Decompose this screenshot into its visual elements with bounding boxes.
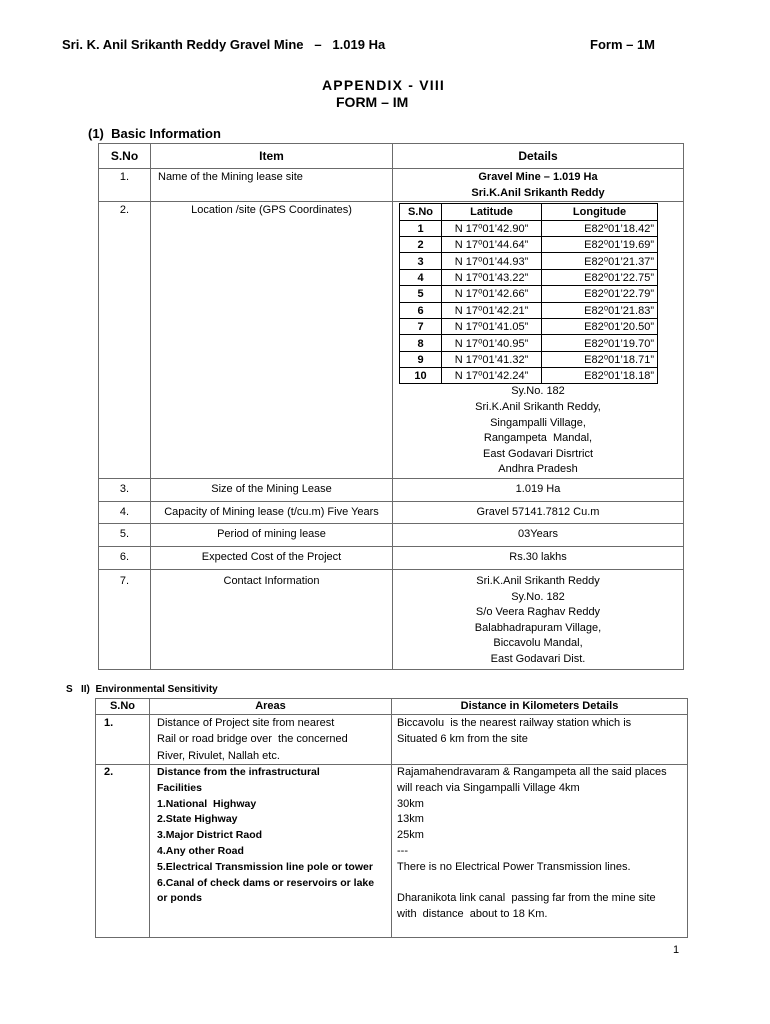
distance-line: 13km: [397, 813, 424, 826]
gps-row: [400, 236, 658, 252]
distance-line: Biccavolu is the nearest railway station which is: [397, 717, 632, 729]
gps-header-latitude: Latitude: [442, 204, 542, 220]
section-heading-environmental-sensitivity: S II) Environmental Sensitivity: [66, 684, 218, 695]
row-item: Expected Cost of the Project: [151, 547, 393, 570]
column-header-sno: S.No: [96, 699, 150, 715]
address-line: East Godavari Disrtrict: [482, 447, 594, 460]
environmental-sensitivity-table: [95, 698, 688, 938]
gps-row: [400, 286, 658, 302]
table-row: [99, 570, 684, 670]
blank-line: [397, 876, 687, 892]
gps-point-number: 4: [400, 269, 442, 285]
running-header-title: Sri. K. Anil Srikanth Reddy Gravel Mine – 1.019 Ha: [62, 37, 386, 52]
row-details: [393, 570, 684, 670]
basic-information-table: [98, 143, 684, 670]
table-row: [99, 502, 684, 524]
row-details: Gravel 57141.7812 Cu.m: [393, 502, 684, 524]
areas-line: 2.State Highway: [157, 813, 238, 826]
gps-latitude: N 17⁰01’44.93”: [442, 253, 542, 269]
gps-latitude: N 17⁰01’41.05”: [442, 318, 542, 334]
areas-line: Distance from the infrastructural: [157, 766, 320, 778]
gps-longitude: E82⁰01’20.50”: [542, 318, 658, 334]
areas-line: 4.Any other Road: [157, 844, 244, 857]
row-sno: 1.: [96, 715, 150, 765]
distance-line: will reach via Singampalli Village 4km: [397, 781, 580, 794]
gps-row: [400, 220, 658, 236]
details-line: Sri.K.Anil Srikanth Reddy: [471, 186, 605, 199]
gps-row: [400, 351, 658, 367]
gps-header-longitude: Longitude: [542, 204, 658, 220]
row-details: [393, 169, 684, 202]
row-details: 1.019 Ha: [393, 479, 684, 502]
running-header-form-number: Form – 1M: [590, 37, 656, 52]
table-header-row: [96, 699, 688, 715]
distance-line: ---: [397, 844, 408, 857]
gps-point-number: 1: [400, 220, 442, 236]
gps-longitude: E82⁰01’22.75”: [542, 269, 658, 285]
gps-latitude: N 17⁰01’41.32”: [442, 351, 542, 367]
row-distance: [392, 765, 688, 938]
gps-point-number: 10: [400, 368, 442, 384]
gps-point-number: 3: [400, 253, 442, 269]
areas-line: River, Rivulet, Nallah etc.: [157, 749, 280, 762]
row-item: Contact Information: [151, 570, 393, 670]
details-line: Gravel Mine – 1.019 Ha: [478, 171, 598, 183]
row-details: 03Years: [393, 524, 684, 547]
areas-line: 3.Major District Raod: [157, 829, 263, 842]
areas-line: Rail or road bridge over the concerned: [157, 733, 348, 746]
table-row: [99, 524, 684, 547]
gps-latitude: N 17⁰01’42.24”: [442, 368, 542, 384]
contact-line: Biccavolu Mandal,: [493, 637, 583, 650]
contact-line: Sy.No. 182: [511, 590, 565, 603]
row-sno: 1.: [99, 169, 151, 202]
table-row: [99, 479, 684, 502]
section-heading-basic-information: (1) Basic Information: [88, 126, 221, 141]
gps-row: [400, 335, 658, 351]
areas-line: 5.Electrical Transmission line pole or tower: [157, 860, 373, 873]
gps-header-row: [400, 204, 658, 220]
gps-point-number: 8: [400, 335, 442, 351]
areas-line: 1.National Highway: [157, 797, 257, 810]
gps-latitude: N 17⁰01’40.95”: [442, 335, 542, 351]
gps-longitude: E82⁰01’21.83”: [542, 302, 658, 318]
distance-line: Rajamahendravaram & Rangampeta all the said places: [397, 766, 667, 778]
gps-header-sno: S.No: [400, 204, 442, 220]
gps-latitude: N 17⁰01’42.66”: [442, 286, 542, 302]
row-details: Rs.30 lakhs: [393, 547, 684, 570]
gps-longitude: E82⁰01’19.70”: [542, 335, 658, 351]
gps-row: [400, 253, 658, 269]
table-row: [99, 202, 684, 479]
gps-longitude: E82⁰01’22.79”: [542, 286, 658, 302]
gps-point-number: 5: [400, 286, 442, 302]
column-header-sno: S.No: [99, 144, 151, 169]
row-sno: 5.: [99, 524, 151, 547]
gps-point-number: 7: [400, 318, 442, 334]
contact-line: Sri.K.Anil Srikanth Reddy: [476, 575, 600, 588]
row-details: [393, 202, 684, 479]
row-item: Location /site (GPS Coordinates): [151, 202, 393, 479]
table-row: [96, 765, 688, 938]
distance-line: There is no Electrical Power Transmission lines.: [397, 860, 631, 873]
row-item: Size of the Mining Lease: [151, 479, 393, 502]
table-header-row: [99, 144, 684, 169]
form-title: FORM – IM: [336, 94, 409, 110]
row-areas: [150, 715, 392, 765]
gps-row: [400, 368, 658, 384]
row-item: Period of mining lease: [151, 524, 393, 547]
row-areas: [150, 765, 392, 938]
gps-latitude: N 17⁰01’44.64”: [442, 236, 542, 252]
page-number: 1: [673, 944, 680, 956]
gps-latitude: N 17⁰01’42.90”: [442, 220, 542, 236]
site-address: [393, 384, 683, 478]
address-line: Andhra Pradesh: [498, 463, 578, 476]
distance-line: 30km: [397, 797, 424, 810]
gps-point-number: 6: [400, 302, 442, 318]
address-line: Rangampeta Mandal,: [483, 432, 593, 445]
gps-longitude: E82⁰01’21.37”: [542, 253, 658, 269]
row-distance: [392, 715, 688, 765]
distance-line: Situated 6 km from the site: [397, 733, 528, 746]
areas-line: Distance of Project site from nearest: [157, 717, 335, 729]
areas-line: Facilities: [157, 781, 202, 794]
gps-row: [400, 269, 658, 285]
areas-line: or ponds: [157, 892, 202, 905]
row-sno: 2.: [99, 202, 151, 479]
gps-longitude: E82⁰01’18.71”: [542, 351, 658, 367]
row-item: Name of the Mining lease site: [151, 169, 393, 202]
address-line: Sri.K.Anil Srikanth Reddy,: [475, 401, 601, 414]
contact-line: Balabhadrapuram Village,: [474, 621, 602, 634]
address-line: Singampalli Village,: [490, 416, 586, 429]
distance-line: with distance about to 18 Km.: [397, 908, 548, 921]
areas-line: 6.Canal of check dams or reservoirs or lake: [157, 876, 375, 889]
table-row: [96, 715, 688, 765]
column-header-item: Item: [151, 144, 393, 169]
row-sno: 6.: [99, 547, 151, 570]
address-line: Sy.No. 182: [511, 385, 565, 398]
table-row: [99, 169, 684, 202]
gps-latitude: N 17⁰01’43.22”: [442, 269, 542, 285]
appendix-title: APPENDIX - VIII: [322, 77, 446, 93]
gps-point-number: 9: [400, 351, 442, 367]
gps-latitude: N 17⁰01’42.21”: [442, 302, 542, 318]
row-sno: 2.: [96, 765, 150, 938]
row-sno: 4.: [99, 502, 151, 524]
row-sno: 7.: [99, 570, 151, 670]
table-row: [99, 547, 684, 570]
distance-line: Dharanikota link canal passing far from the mine site: [397, 892, 656, 905]
gps-coordinates-table: [399, 203, 658, 384]
gps-longitude: E82⁰01’19.69”: [542, 236, 658, 252]
contact-line: East Godavari Dist.: [490, 653, 586, 666]
contact-line: S/o Veera Raghav Reddy: [475, 606, 601, 619]
gps-point-number: 2: [400, 236, 442, 252]
gps-longitude: E82⁰01’18.18”: [542, 368, 658, 384]
row-sno: 3.: [99, 479, 151, 502]
distance-line: 25km: [397, 829, 424, 842]
gps-longitude: E82⁰01’18.42”: [542, 220, 658, 236]
column-header-distance: Distance in Kilometers Details: [392, 699, 688, 715]
gps-row: [400, 302, 658, 318]
row-item: Capacity of Mining lease (t/cu.m) Five Years: [151, 502, 393, 524]
column-header-details: Details: [393, 144, 684, 169]
column-header-areas: Areas: [150, 699, 392, 715]
gps-row: [400, 318, 658, 334]
